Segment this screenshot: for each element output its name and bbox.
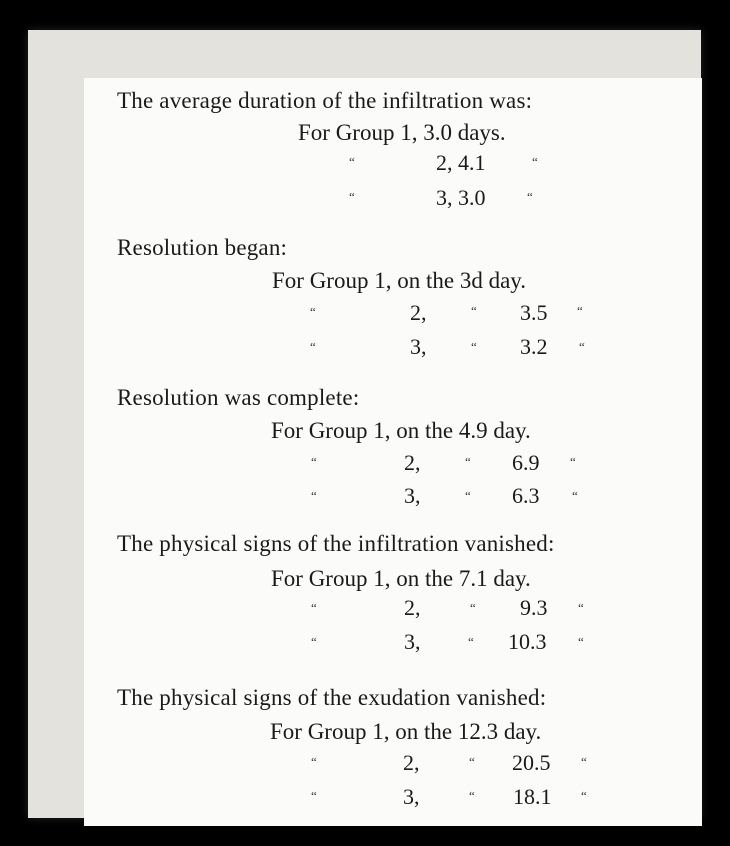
section-3-row-3-value: 6.3 bbox=[512, 483, 540, 508]
section-4-row-3-group: 3, bbox=[404, 629, 421, 654]
section-1-heading: The average duration of the infiltration was: bbox=[117, 88, 533, 113]
section-5-row-3-ditto-end: “ bbox=[581, 788, 587, 803]
section-5-heading: The physical signs of the exudation vanished: bbox=[117, 685, 547, 710]
section-2-row-2-group: 2, bbox=[410, 300, 427, 325]
section-5-row-2-ditto: “ bbox=[311, 754, 317, 769]
section-2-row-3-value: 3.2 bbox=[520, 334, 548, 359]
section-4-row-3-value: 10.3 bbox=[508, 629, 547, 654]
section-4-row-3-ditto: “ bbox=[311, 634, 317, 649]
photo-frame bbox=[28, 30, 701, 818]
section-3-row-3-ditto-mid: “ bbox=[465, 488, 471, 503]
section-3-row-2-group: 2, bbox=[404, 450, 421, 475]
section-5-row-3-ditto-mid: “ bbox=[469, 788, 475, 803]
section-3-row-3-ditto: “ bbox=[311, 488, 317, 503]
section-4-row-2-ditto-mid: “ bbox=[470, 600, 476, 615]
section-1-row-2-value: 2, 4.1 bbox=[436, 150, 486, 175]
section-5-row-3-ditto: “ bbox=[311, 788, 317, 803]
section-1-row-3-ditto: “ bbox=[349, 189, 355, 204]
section-2-row-1: For Group 1, on the 3d day. bbox=[272, 268, 527, 293]
section-3-row-2-ditto-mid: “ bbox=[465, 454, 471, 469]
section-5-row-2-group: 2, bbox=[403, 750, 420, 775]
section-4-row-3-ditto-end: “ bbox=[578, 634, 584, 649]
section-4-row-1: For Group 1, on the 7.1 day. bbox=[271, 566, 531, 591]
section-4-heading: The physical signs of the infiltration vanished: bbox=[117, 531, 555, 556]
section-2-row-3-group: 3, bbox=[410, 334, 427, 359]
section-2-row-2-ditto-mid: “ bbox=[471, 303, 477, 318]
section-4-row-2-ditto: “ bbox=[311, 600, 317, 615]
section-3-row-3-group: 3, bbox=[404, 483, 421, 508]
section-5-row-2-value: 20.5 bbox=[512, 750, 551, 775]
section-5-row-2-ditto-end: “ bbox=[581, 754, 587, 769]
section-3-row-2-value: 6.9 bbox=[512, 450, 540, 475]
section-4-row-2-group: 2, bbox=[404, 595, 421, 620]
section-1-row-2-ditto-end: “ bbox=[532, 154, 538, 169]
section-2-row-3-ditto: “ bbox=[310, 339, 316, 354]
section-2-row-2-ditto-end: “ bbox=[577, 303, 583, 318]
section-5-row-2-ditto-mid: “ bbox=[469, 754, 475, 769]
section-2-row-3-ditto-mid: “ bbox=[471, 339, 477, 354]
section-4-row-3-ditto-mid: “ bbox=[468, 634, 474, 649]
section-5-row-1: For Group 1, on the 12.3 day. bbox=[270, 719, 542, 744]
section-2-row-3-ditto-end: “ bbox=[579, 339, 585, 354]
section-3-row-3-ditto-end: “ bbox=[572, 488, 578, 503]
section-4-row-2-ditto-end: “ bbox=[578, 600, 584, 615]
section-1-row-3-ditto-end: “ bbox=[527, 189, 533, 204]
section-3-row-1: For Group 1, on the 4.9 day. bbox=[271, 418, 531, 443]
section-3-heading: Resolution was complete: bbox=[117, 385, 360, 410]
section-3-row-2-ditto-end: “ bbox=[570, 454, 576, 469]
section-5-row-3-value: 18.1 bbox=[513, 784, 552, 809]
section-1-row-2-ditto: “ bbox=[349, 154, 355, 169]
section-2-row-2-value: 3.5 bbox=[520, 300, 548, 325]
section-5-row-3-group: 3, bbox=[403, 784, 420, 809]
section-3-row-2-ditto: “ bbox=[311, 454, 317, 469]
section-2-row-2-ditto: “ bbox=[310, 304, 316, 319]
section-4-row-2-value: 9.3 bbox=[520, 595, 548, 620]
section-2-heading: Resolution began: bbox=[117, 235, 288, 260]
document-page bbox=[84, 78, 702, 826]
section-1-row-1: For Group 1, 3.0 days. bbox=[298, 120, 506, 145]
section-1-row-3-value: 3, 3.0 bbox=[436, 185, 486, 210]
